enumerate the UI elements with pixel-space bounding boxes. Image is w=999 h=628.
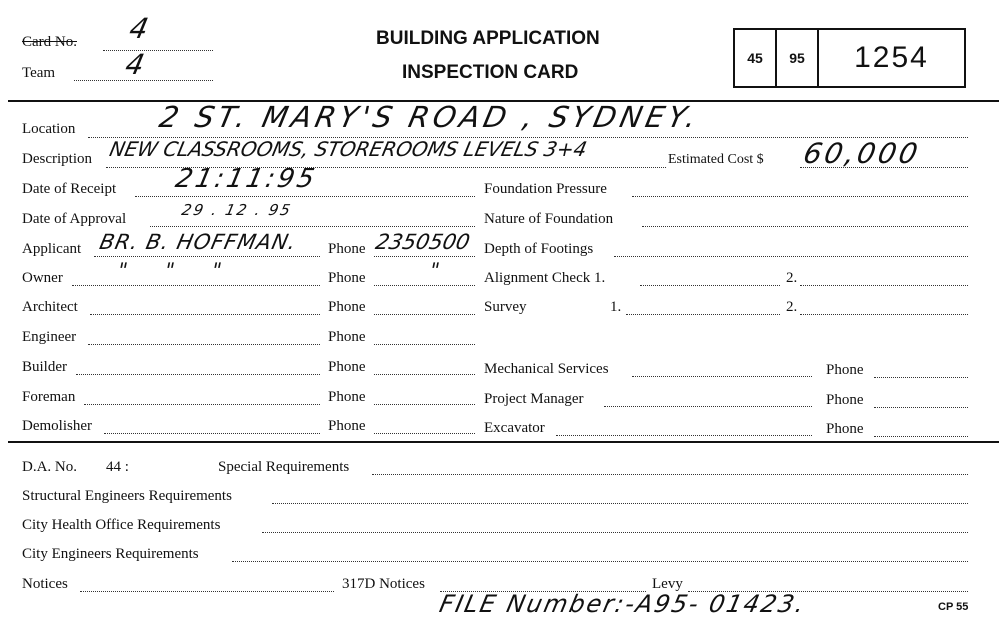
mechanical-label: Mechanical Services [484,361,609,377]
form-title-line1: BUILDING APPLICATION [376,28,600,49]
demolisher-phone-label: Phone [328,418,366,434]
approval-value: 29 . 12 . 95 [180,201,294,219]
owner-phone-value: " [427,258,443,282]
owner-line [72,285,320,286]
card-no-label-text: Card No. [22,34,77,50]
team-value: 4 [122,48,149,81]
form-code: CP 55 [938,601,969,613]
file-number: FILE Number:-A95- 01423. [437,590,809,618]
notices-label: Notices [22,576,68,592]
owner-phone-label: Phone [328,270,366,286]
applicant-phone-value: 2350500 [373,230,473,254]
project-manager-phone-line [874,407,968,408]
mechanical-line [632,376,812,377]
architect-phone-line [374,314,475,315]
excavator-phone-label: Phone [826,421,864,437]
engineer-phone-line [374,344,475,345]
box-code-1: 45 [735,30,777,86]
da-no-label: D.A. No. [22,459,77,475]
team-line [74,80,213,81]
details-rule [8,441,999,443]
card-no-line [103,50,213,51]
approval-label: Date of Approval [22,211,127,227]
excavator-label: Excavator [484,420,545,436]
receipt-value: 21:11:95 [172,164,320,194]
health-requirements-label: City Health Office Requirements [22,517,221,533]
foreman-phone-line [374,404,475,405]
depth-footings-line [614,256,968,257]
engineer-label: Engineer [22,329,77,345]
applicant-line [94,256,320,257]
estimated-cost-value: 60,000 [800,137,924,170]
city-engineers-requirements-line [232,561,968,562]
excavator-line [556,435,812,436]
survey-2-label: 2. [786,299,798,315]
nature-foundation-label: Nature of Foundation [484,211,614,227]
city-engineers-requirements-label: City Engineers Requirements [22,546,199,562]
structural-requirements-label: Structural Engineers Requirements [22,488,232,504]
survey-2-line [800,314,968,315]
description-value: NEW CLASSROOMS, STOREROOMS LEVELS 3+4 [107,137,590,161]
estimated-cost-label: Estimated Cost $ [668,152,764,167]
location-label: Location [22,121,76,137]
alignment-2-line [800,285,968,286]
applicant-phone-line [374,256,475,257]
owner-phone-line [374,285,475,286]
description-label: Description [22,151,92,167]
architect-phone-label: Phone [328,299,366,315]
alignment-1-line [640,285,780,286]
builder-label: Builder [22,359,67,375]
depth-footings-label: Depth of Footings [484,241,594,257]
location-value: 2 ST. MARY'S ROAD , SYDNEY. [156,100,704,134]
project-manager-line [604,406,812,407]
foundation-pressure-label: Foundation Pressure [484,181,607,197]
project-manager-phone-label: Phone [826,392,864,408]
card-no-label [22,34,77,51]
da-no-value: 44 : [106,459,129,475]
nature-foundation-line [642,226,968,227]
survey-1-label: 1. [610,299,622,315]
demolisher-label: Demolisher [22,418,92,434]
box-code-2: 95 [777,30,819,86]
application-number-box [733,28,966,88]
form-title-line2: INSPECTION CARD [402,62,579,83]
mechanical-phone-label: Phone [826,362,864,378]
notices-317d-label: 317D Notices [342,576,425,592]
foreman-line [84,404,320,405]
foreman-label: Foreman [22,389,76,405]
survey-1-line [626,314,780,315]
architect-line [90,314,320,315]
builder-line [76,374,320,375]
demolisher-line [104,433,320,434]
box-number: 1254 [854,41,929,74]
special-requirements-line [372,474,968,475]
applicant-phone-label: Phone [328,241,366,257]
structural-requirements-line [272,503,968,504]
project-manager-label: Project Manager [484,391,584,407]
architect-label: Architect [22,299,78,315]
team-label: Team [22,65,56,81]
applicant-label: Applicant [22,241,82,257]
foreman-phone-label: Phone [328,389,366,405]
health-requirements-line [262,532,968,533]
card-no-value: 4 [126,12,153,45]
engineer-line [88,344,320,345]
builder-phone-label: Phone [328,359,366,375]
applicant-value: BR. B. HOFFMAN. [97,230,300,254]
receipt-label: Date of Receipt [22,181,117,197]
receipt-line [135,196,475,197]
foundation-pressure-line [632,196,968,197]
survey-label: Survey [484,299,527,315]
notices-line [80,591,334,592]
levy-label: Levy [652,576,683,592]
alignment-2-label: 2. [786,270,798,286]
owner-value: " " " [115,258,225,282]
mechanical-phone-line [874,377,968,378]
alignment-check-label: Alignment Check 1. [484,270,606,286]
engineer-phone-label: Phone [328,329,366,345]
approval-line [150,226,475,227]
excavator-phone-line [874,436,968,437]
demolisher-phone-line [374,433,475,434]
owner-label: Owner [22,270,63,286]
special-requirements-label: Special Requirements [218,459,350,475]
builder-phone-line [374,374,475,375]
